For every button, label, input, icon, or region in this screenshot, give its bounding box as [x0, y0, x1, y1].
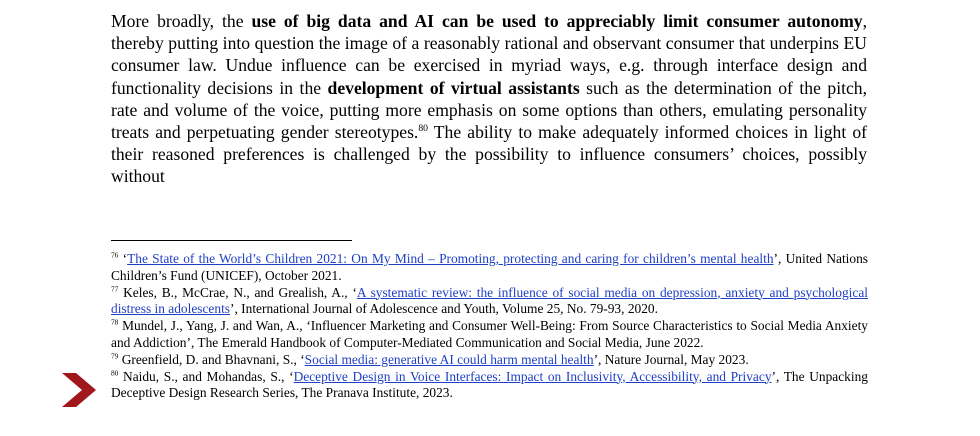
body-paragraph: [111, 10, 867, 188]
footnote-text: ’, The Unpacking Deceptive Design Research Series, The Pranava Institute, 2023.: [111, 368, 868, 401]
paragraph-bold-phrase: development of virtual assistants: [327, 77, 580, 98]
paragraph-text: The ability to make adequately informed choices in light of their reasoned preferences is challenged by the possibility to influence consumers’ choices, possibly without: [111, 122, 867, 187]
footnote-reference[interactable]: 80: [418, 123, 428, 135]
footnote-number: 80: [111, 368, 119, 378]
footnote-number: 79: [111, 351, 119, 361]
footnote-text: Keles, B., McCrae, N., and Grealish, A., ‘: [118, 284, 357, 300]
footnote-text: ’, United Nations Children’s Fund (UNICEF), October 2021.: [111, 251, 868, 283]
footnotes: [111, 251, 868, 402]
footnote-76: [111, 251, 868, 285]
footnote-number: 76: [111, 250, 119, 260]
footnote-separator: [111, 240, 352, 241]
footnote-link[interactable]: Deceptive Design in Voice Interfaces: Impact on Inclusivity, Accessibility, and Privacy: [293, 368, 772, 384]
paragraph-text: , thereby putting into question the image of a reasonably rational and observant consumer that underpins EU consumer law. Undue influence can be exercised in myriad ways, e.g. through interface design and functionality decisions in the: [111, 11, 868, 98]
footnote-text: Mundel, J., Yang, J. and Wan, A., ‘Influencer Marketing and Consumer Well-Being: From Source Characteristics to Social Media Anxiety and Addiction’, The Emerald Handbook of Computer-Mediated Communication and Social Media, June 2022.: [111, 318, 868, 350]
paragraph-text: More broadly, the: [111, 11, 252, 31]
footnote-number: 77: [111, 284, 119, 294]
footnote-79: [111, 352, 868, 369]
footnote-text: ’, International Journal of Adolescence and Youth, Volume 25, No. 79-93, 2020.: [230, 301, 658, 317]
footnote-link[interactable]: Social media: generative AI could harm mental health: [304, 351, 594, 367]
footnote-text: ’, Nature Journal, May 2023.: [593, 351, 749, 367]
footnote-number: 78: [111, 317, 119, 327]
footnote-link[interactable]: The State of the World’s Children 2021: On My Mind – Promoting, protecting and caring for children’s mental health: [127, 251, 774, 266]
footnote-77: [111, 285, 868, 319]
footnote-78: [111, 318, 868, 352]
chevron-right-icon: [62, 373, 96, 407]
footnote-text: Greenfield, D. and Bhavnani, S., ‘: [118, 351, 305, 367]
footnote-80: [111, 369, 868, 403]
footnote-text: Naidu, S., and Mohandas, S., ‘: [118, 368, 294, 384]
footnote-text: ‘: [118, 251, 128, 266]
footnote-link[interactable]: A systematic review: the influence of social media on depression, anxiety and psychological distress in adolescents: [111, 284, 868, 317]
paragraph-text: such as the determination of the pitch, rate and volume of the voice, putting more emphasis on some options than others, emulating personality treats and perpetuating gender stereotypes.: [111, 77, 867, 143]
paragraph-bold-phrase: use of big data and AI can be used to appreciably limit consumer autonomy: [251, 11, 863, 31]
